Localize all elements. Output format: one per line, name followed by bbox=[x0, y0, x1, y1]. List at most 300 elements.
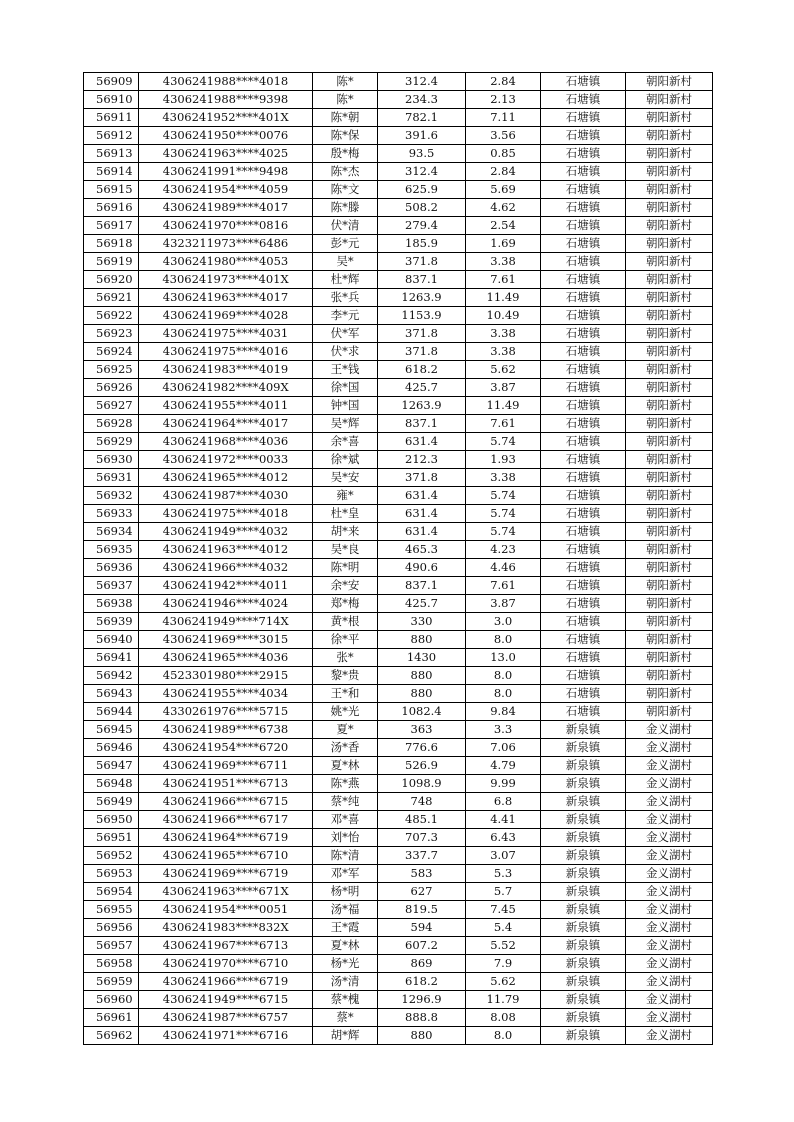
amount-cell: 5.69 bbox=[466, 181, 541, 199]
serial-number-cell: 56958 bbox=[84, 955, 139, 973]
table-row bbox=[84, 973, 713, 991]
name-cell: 夏* bbox=[313, 721, 378, 739]
area-cell: 526.9 bbox=[378, 757, 466, 775]
town-cell: 新泉镇 bbox=[541, 991, 626, 1009]
area-cell: 425.7 bbox=[378, 379, 466, 397]
amount-cell: 4.79 bbox=[466, 757, 541, 775]
town-cell: 石塘镇 bbox=[541, 523, 626, 541]
name-cell: 吴*辉 bbox=[313, 415, 378, 433]
serial-number-cell: 56931 bbox=[84, 469, 139, 487]
serial-number-cell: 56924 bbox=[84, 343, 139, 361]
name-cell: 余*喜 bbox=[313, 433, 378, 451]
town-cell: 石塘镇 bbox=[541, 253, 626, 271]
table-row bbox=[84, 361, 713, 379]
serial-number-cell: 56923 bbox=[84, 325, 139, 343]
amount-cell: 5.62 bbox=[466, 361, 541, 379]
village-cell: 金义湖村 bbox=[626, 919, 713, 937]
amount-cell: 5.74 bbox=[466, 505, 541, 523]
town-cell: 石塘镇 bbox=[541, 469, 626, 487]
town-cell: 石塘镇 bbox=[541, 181, 626, 199]
amount-cell: 3.38 bbox=[466, 253, 541, 271]
name-cell: 汤*福 bbox=[313, 901, 378, 919]
id-number-cell: 4306241967****6713 bbox=[139, 937, 313, 955]
town-cell: 新泉镇 bbox=[541, 739, 626, 757]
amount-cell: 11.49 bbox=[466, 397, 541, 415]
name-cell: 伏*求 bbox=[313, 343, 378, 361]
village-cell: 金义湖村 bbox=[626, 1009, 713, 1027]
table-row bbox=[84, 901, 713, 919]
village-cell: 金义湖村 bbox=[626, 883, 713, 901]
town-cell: 新泉镇 bbox=[541, 847, 626, 865]
id-number-cell: 4306241954****6720 bbox=[139, 739, 313, 757]
village-cell: 朝阳新村 bbox=[626, 181, 713, 199]
name-cell: 郑*梅 bbox=[313, 595, 378, 613]
area-cell: 212.3 bbox=[378, 451, 466, 469]
town-cell: 石塘镇 bbox=[541, 631, 626, 649]
village-cell: 金义湖村 bbox=[626, 937, 713, 955]
id-number-cell: 4306241987****4030 bbox=[139, 487, 313, 505]
id-number-cell: 4306241966****6717 bbox=[139, 811, 313, 829]
amount-cell: 3.0 bbox=[466, 613, 541, 631]
id-number-cell: 4306241954****4059 bbox=[139, 181, 313, 199]
amount-cell: 2.13 bbox=[466, 91, 541, 109]
table-row bbox=[84, 235, 713, 253]
serial-number-cell: 56909 bbox=[84, 73, 139, 91]
table-row bbox=[84, 667, 713, 685]
village-cell: 金义湖村 bbox=[626, 757, 713, 775]
area-cell: 880 bbox=[378, 667, 466, 685]
serial-number-cell: 56920 bbox=[84, 271, 139, 289]
area-cell: 1430 bbox=[378, 649, 466, 667]
amount-cell: 4.62 bbox=[466, 199, 541, 217]
amount-cell: 1.69 bbox=[466, 235, 541, 253]
name-cell: 雍* bbox=[313, 487, 378, 505]
serial-number-cell: 56961 bbox=[84, 1009, 139, 1027]
area-cell: 485.1 bbox=[378, 811, 466, 829]
amount-cell: 5.62 bbox=[466, 973, 541, 991]
town-cell: 石塘镇 bbox=[541, 199, 626, 217]
id-number-cell: 4306241988****9398 bbox=[139, 91, 313, 109]
id-number-cell: 4306241966****4032 bbox=[139, 559, 313, 577]
id-number-cell: 4306241991****9498 bbox=[139, 163, 313, 181]
town-cell: 石塘镇 bbox=[541, 109, 626, 127]
name-cell: 蔡*纯 bbox=[313, 793, 378, 811]
village-cell: 朝阳新村 bbox=[626, 703, 713, 721]
village-cell: 金义湖村 bbox=[626, 739, 713, 757]
town-cell: 石塘镇 bbox=[541, 415, 626, 433]
serial-number-cell: 56921 bbox=[84, 289, 139, 307]
village-cell: 朝阳新村 bbox=[626, 559, 713, 577]
name-cell: 张* bbox=[313, 649, 378, 667]
area-cell: 93.5 bbox=[378, 145, 466, 163]
name-cell: 陈*杰 bbox=[313, 163, 378, 181]
area-cell: 312.4 bbox=[378, 73, 466, 91]
name-cell: 陈*清 bbox=[313, 847, 378, 865]
id-number-cell: 4306241963****671X bbox=[139, 883, 313, 901]
area-cell: 465.3 bbox=[378, 541, 466, 559]
amount-cell: 5.7 bbox=[466, 883, 541, 901]
town-cell: 石塘镇 bbox=[541, 217, 626, 235]
table-row bbox=[84, 91, 713, 109]
name-cell: 胡*来 bbox=[313, 523, 378, 541]
village-cell: 朝阳新村 bbox=[626, 253, 713, 271]
area-cell: 618.2 bbox=[378, 973, 466, 991]
serial-number-cell: 56927 bbox=[84, 397, 139, 415]
amount-cell: 9.99 bbox=[466, 775, 541, 793]
town-cell: 新泉镇 bbox=[541, 937, 626, 955]
village-cell: 金义湖村 bbox=[626, 955, 713, 973]
area-cell: 819.5 bbox=[378, 901, 466, 919]
village-cell: 朝阳新村 bbox=[626, 415, 713, 433]
serial-number-cell: 56938 bbox=[84, 595, 139, 613]
town-cell: 新泉镇 bbox=[541, 793, 626, 811]
area-cell: 371.8 bbox=[378, 325, 466, 343]
name-cell: 邓*喜 bbox=[313, 811, 378, 829]
name-cell: 徐*国 bbox=[313, 379, 378, 397]
serial-number-cell: 56932 bbox=[84, 487, 139, 505]
table-row bbox=[84, 145, 713, 163]
amount-cell: 1.93 bbox=[466, 451, 541, 469]
village-cell: 金义湖村 bbox=[626, 829, 713, 847]
table-row bbox=[84, 343, 713, 361]
area-cell: 631.4 bbox=[378, 487, 466, 505]
amount-cell: 4.23 bbox=[466, 541, 541, 559]
village-cell: 金义湖村 bbox=[626, 847, 713, 865]
table-row bbox=[84, 739, 713, 757]
town-cell: 石塘镇 bbox=[541, 343, 626, 361]
village-cell: 朝阳新村 bbox=[626, 289, 713, 307]
area-cell: 337.7 bbox=[378, 847, 466, 865]
id-number-cell: 4306241975****4018 bbox=[139, 505, 313, 523]
id-number-cell: 4330261976****5715 bbox=[139, 703, 313, 721]
id-number-cell: 4306241972****0033 bbox=[139, 451, 313, 469]
serial-number-cell: 56917 bbox=[84, 217, 139, 235]
name-cell: 胡*辉 bbox=[313, 1027, 378, 1045]
village-cell: 朝阳新村 bbox=[626, 127, 713, 145]
amount-cell: 5.52 bbox=[466, 937, 541, 955]
serial-number-cell: 56936 bbox=[84, 559, 139, 577]
serial-number-cell: 56952 bbox=[84, 847, 139, 865]
id-number-cell: 4306241970****6710 bbox=[139, 955, 313, 973]
table-row bbox=[84, 703, 713, 721]
village-cell: 朝阳新村 bbox=[626, 523, 713, 541]
village-cell: 朝阳新村 bbox=[626, 163, 713, 181]
village-cell: 朝阳新村 bbox=[626, 397, 713, 415]
town-cell: 石塘镇 bbox=[541, 91, 626, 109]
amount-cell: 3.38 bbox=[466, 469, 541, 487]
id-number-cell: 4306241949****6715 bbox=[139, 991, 313, 1009]
table-row bbox=[84, 991, 713, 1009]
area-cell: 1082.4 bbox=[378, 703, 466, 721]
amount-cell: 13.0 bbox=[466, 649, 541, 667]
town-cell: 石塘镇 bbox=[541, 451, 626, 469]
name-cell: 钟*国 bbox=[313, 397, 378, 415]
table-row bbox=[84, 721, 713, 739]
town-cell: 石塘镇 bbox=[541, 163, 626, 181]
town-cell: 石塘镇 bbox=[541, 505, 626, 523]
name-cell: 陈*滕 bbox=[313, 199, 378, 217]
id-number-cell: 4306241964****6719 bbox=[139, 829, 313, 847]
serial-number-cell: 56955 bbox=[84, 901, 139, 919]
area-cell: 371.8 bbox=[378, 469, 466, 487]
id-number-cell: 4306241965****4012 bbox=[139, 469, 313, 487]
table-row bbox=[84, 775, 713, 793]
id-number-cell: 4306241963****4012 bbox=[139, 541, 313, 559]
amount-cell: 2.54 bbox=[466, 217, 541, 235]
town-cell: 石塘镇 bbox=[541, 595, 626, 613]
amount-cell: 7.61 bbox=[466, 271, 541, 289]
name-cell: 吴*安 bbox=[313, 469, 378, 487]
town-cell: 石塘镇 bbox=[541, 379, 626, 397]
name-cell: 蔡*槐 bbox=[313, 991, 378, 1009]
serial-number-cell: 56943 bbox=[84, 685, 139, 703]
table-row bbox=[84, 433, 713, 451]
table-row bbox=[84, 181, 713, 199]
serial-number-cell: 56926 bbox=[84, 379, 139, 397]
amount-cell: 5.74 bbox=[466, 523, 541, 541]
name-cell: 杨*光 bbox=[313, 955, 378, 973]
name-cell: 陈*文 bbox=[313, 181, 378, 199]
area-cell: 869 bbox=[378, 955, 466, 973]
serial-number-cell: 56911 bbox=[84, 109, 139, 127]
town-cell: 新泉镇 bbox=[541, 901, 626, 919]
amount-cell: 3.56 bbox=[466, 127, 541, 145]
village-cell: 朝阳新村 bbox=[626, 685, 713, 703]
id-number-cell: 4306241968****4036 bbox=[139, 433, 313, 451]
amount-cell: 8.0 bbox=[466, 631, 541, 649]
id-number-cell: 4306241965****6710 bbox=[139, 847, 313, 865]
area-cell: 391.6 bbox=[378, 127, 466, 145]
id-number-cell: 4306241970****0816 bbox=[139, 217, 313, 235]
serial-number-cell: 56918 bbox=[84, 235, 139, 253]
table-row bbox=[84, 253, 713, 271]
name-cell: 徐*平 bbox=[313, 631, 378, 649]
town-cell: 石塘镇 bbox=[541, 73, 626, 91]
town-cell: 石塘镇 bbox=[541, 487, 626, 505]
id-number-cell: 4306241989****6738 bbox=[139, 721, 313, 739]
table-row bbox=[84, 397, 713, 415]
name-cell: 汤*香 bbox=[313, 739, 378, 757]
town-cell: 新泉镇 bbox=[541, 883, 626, 901]
town-cell: 新泉镇 bbox=[541, 1009, 626, 1027]
id-number-cell: 4306241950****0076 bbox=[139, 127, 313, 145]
amount-cell: 5.4 bbox=[466, 919, 541, 937]
id-number-cell: 4306241949****4032 bbox=[139, 523, 313, 541]
amount-cell: 7.61 bbox=[466, 415, 541, 433]
serial-number-cell: 56959 bbox=[84, 973, 139, 991]
town-cell: 新泉镇 bbox=[541, 955, 626, 973]
area-cell: 888.8 bbox=[378, 1009, 466, 1027]
town-cell: 石塘镇 bbox=[541, 145, 626, 163]
table-row bbox=[84, 217, 713, 235]
village-cell: 朝阳新村 bbox=[626, 667, 713, 685]
id-number-cell: 4306241964****4017 bbox=[139, 415, 313, 433]
area-cell: 607.2 bbox=[378, 937, 466, 955]
table-row bbox=[84, 73, 713, 91]
table-row bbox=[84, 595, 713, 613]
serial-number-cell: 56930 bbox=[84, 451, 139, 469]
village-cell: 金义湖村 bbox=[626, 991, 713, 1009]
serial-number-cell: 56910 bbox=[84, 91, 139, 109]
id-number-cell: 4306241954****0051 bbox=[139, 901, 313, 919]
table-row bbox=[84, 865, 713, 883]
serial-number-cell: 56957 bbox=[84, 937, 139, 955]
id-number-cell: 4323211973****6486 bbox=[139, 235, 313, 253]
serial-number-cell: 56928 bbox=[84, 415, 139, 433]
village-cell: 金义湖村 bbox=[626, 973, 713, 991]
amount-cell: 4.46 bbox=[466, 559, 541, 577]
village-cell: 朝阳新村 bbox=[626, 217, 713, 235]
area-cell: 837.1 bbox=[378, 577, 466, 595]
table-row bbox=[84, 1027, 713, 1045]
area-cell: 776.6 bbox=[378, 739, 466, 757]
table-row bbox=[84, 955, 713, 973]
area-cell: 880 bbox=[378, 1027, 466, 1045]
id-number-cell: 4306241969****4028 bbox=[139, 307, 313, 325]
table-row bbox=[84, 1009, 713, 1027]
serial-number-cell: 56919 bbox=[84, 253, 139, 271]
id-number-cell: 4306241946****4024 bbox=[139, 595, 313, 613]
name-cell: 汤*清 bbox=[313, 973, 378, 991]
name-cell: 徐*斌 bbox=[313, 451, 378, 469]
id-number-cell: 4306241982****409X bbox=[139, 379, 313, 397]
area-cell: 625.9 bbox=[378, 181, 466, 199]
id-number-cell: 4306241966****6715 bbox=[139, 793, 313, 811]
serial-number-cell: 56939 bbox=[84, 613, 139, 631]
table-row bbox=[84, 379, 713, 397]
town-cell: 石塘镇 bbox=[541, 559, 626, 577]
amount-cell: 7.06 bbox=[466, 739, 541, 757]
town-cell: 石塘镇 bbox=[541, 667, 626, 685]
serial-number-cell: 56947 bbox=[84, 757, 139, 775]
amount-cell: 10.49 bbox=[466, 307, 541, 325]
table-row bbox=[84, 685, 713, 703]
id-number-cell: 4306241952****401X bbox=[139, 109, 313, 127]
village-cell: 朝阳新村 bbox=[626, 343, 713, 361]
name-cell: 王*和 bbox=[313, 685, 378, 703]
serial-number-cell: 56962 bbox=[84, 1027, 139, 1045]
name-cell: 李*元 bbox=[313, 307, 378, 325]
town-cell: 石塘镇 bbox=[541, 271, 626, 289]
area-cell: 880 bbox=[378, 685, 466, 703]
table-row bbox=[84, 271, 713, 289]
id-number-cell: 4306241966****6719 bbox=[139, 973, 313, 991]
name-cell: 杜*皇 bbox=[313, 505, 378, 523]
id-number-cell: 4306241988****4018 bbox=[139, 73, 313, 91]
name-cell: 陈* bbox=[313, 91, 378, 109]
table-row bbox=[84, 523, 713, 541]
name-cell: 夏*林 bbox=[313, 937, 378, 955]
id-number-cell: 4306241955****4034 bbox=[139, 685, 313, 703]
amount-cell: 8.0 bbox=[466, 667, 541, 685]
table-row bbox=[84, 559, 713, 577]
table-row bbox=[84, 109, 713, 127]
serial-number-cell: 56946 bbox=[84, 739, 139, 757]
area-cell: 1263.9 bbox=[378, 289, 466, 307]
name-cell: 刘*怡 bbox=[313, 829, 378, 847]
village-cell: 金义湖村 bbox=[626, 1027, 713, 1045]
amount-cell: 3.38 bbox=[466, 325, 541, 343]
name-cell: 伏*军 bbox=[313, 325, 378, 343]
serial-number-cell: 56956 bbox=[84, 919, 139, 937]
serial-number-cell: 56922 bbox=[84, 307, 139, 325]
serial-number-cell: 56925 bbox=[84, 361, 139, 379]
village-cell: 朝阳新村 bbox=[626, 307, 713, 325]
town-cell: 石塘镇 bbox=[541, 433, 626, 451]
village-cell: 朝阳新村 bbox=[626, 487, 713, 505]
amount-cell: 8.08 bbox=[466, 1009, 541, 1027]
town-cell: 新泉镇 bbox=[541, 919, 626, 937]
village-cell: 朝阳新村 bbox=[626, 379, 713, 397]
name-cell: 蔡* bbox=[313, 1009, 378, 1027]
amount-cell: 5.74 bbox=[466, 433, 541, 451]
id-number-cell: 4523301980****2915 bbox=[139, 667, 313, 685]
serial-number-cell: 56960 bbox=[84, 991, 139, 1009]
id-number-cell: 4306241969****6719 bbox=[139, 865, 313, 883]
amount-cell: 6.43 bbox=[466, 829, 541, 847]
amount-cell: 0.85 bbox=[466, 145, 541, 163]
area-cell: 363 bbox=[378, 721, 466, 739]
area-cell: 880 bbox=[378, 631, 466, 649]
name-cell: 陈*保 bbox=[313, 127, 378, 145]
name-cell: 黎*贵 bbox=[313, 667, 378, 685]
amount-cell: 2.84 bbox=[466, 73, 541, 91]
village-cell: 朝阳新村 bbox=[626, 361, 713, 379]
area-cell: 748 bbox=[378, 793, 466, 811]
id-number-cell: 4306241971****6716 bbox=[139, 1027, 313, 1045]
table-row bbox=[84, 541, 713, 559]
name-cell: 陈* bbox=[313, 73, 378, 91]
serial-number-cell: 56913 bbox=[84, 145, 139, 163]
serial-number-cell: 56948 bbox=[84, 775, 139, 793]
area-cell: 618.2 bbox=[378, 361, 466, 379]
name-cell: 伏*清 bbox=[313, 217, 378, 235]
table-row bbox=[84, 469, 713, 487]
table-row bbox=[84, 289, 713, 307]
table-row bbox=[84, 919, 713, 937]
town-cell: 新泉镇 bbox=[541, 721, 626, 739]
serial-number-cell: 56929 bbox=[84, 433, 139, 451]
id-number-cell: 4306241989****4017 bbox=[139, 199, 313, 217]
id-number-cell: 4306241942****4011 bbox=[139, 577, 313, 595]
id-number-cell: 4306241963****4025 bbox=[139, 145, 313, 163]
village-cell: 金义湖村 bbox=[626, 811, 713, 829]
town-cell: 新泉镇 bbox=[541, 1027, 626, 1045]
name-cell: 王*钱 bbox=[313, 361, 378, 379]
table-row bbox=[84, 829, 713, 847]
serial-number-cell: 56944 bbox=[84, 703, 139, 721]
serial-number-cell: 56954 bbox=[84, 883, 139, 901]
table-row bbox=[84, 883, 713, 901]
area-cell: 312.4 bbox=[378, 163, 466, 181]
village-cell: 金义湖村 bbox=[626, 865, 713, 883]
name-cell: 吴*良 bbox=[313, 541, 378, 559]
area-cell: 279.4 bbox=[378, 217, 466, 235]
village-cell: 朝阳新村 bbox=[626, 631, 713, 649]
serial-number-cell: 56942 bbox=[84, 667, 139, 685]
town-cell: 石塘镇 bbox=[541, 397, 626, 415]
village-cell: 朝阳新村 bbox=[626, 73, 713, 91]
id-number-cell: 4306241951****6713 bbox=[139, 775, 313, 793]
serial-number-cell: 56941 bbox=[84, 649, 139, 667]
village-cell: 朝阳新村 bbox=[626, 541, 713, 559]
name-cell: 张*兵 bbox=[313, 289, 378, 307]
records-table bbox=[83, 72, 713, 1045]
table-row bbox=[84, 451, 713, 469]
id-number-cell: 4306241973****401X bbox=[139, 271, 313, 289]
area-cell: 631.4 bbox=[378, 433, 466, 451]
name-cell: 彭*元 bbox=[313, 235, 378, 253]
